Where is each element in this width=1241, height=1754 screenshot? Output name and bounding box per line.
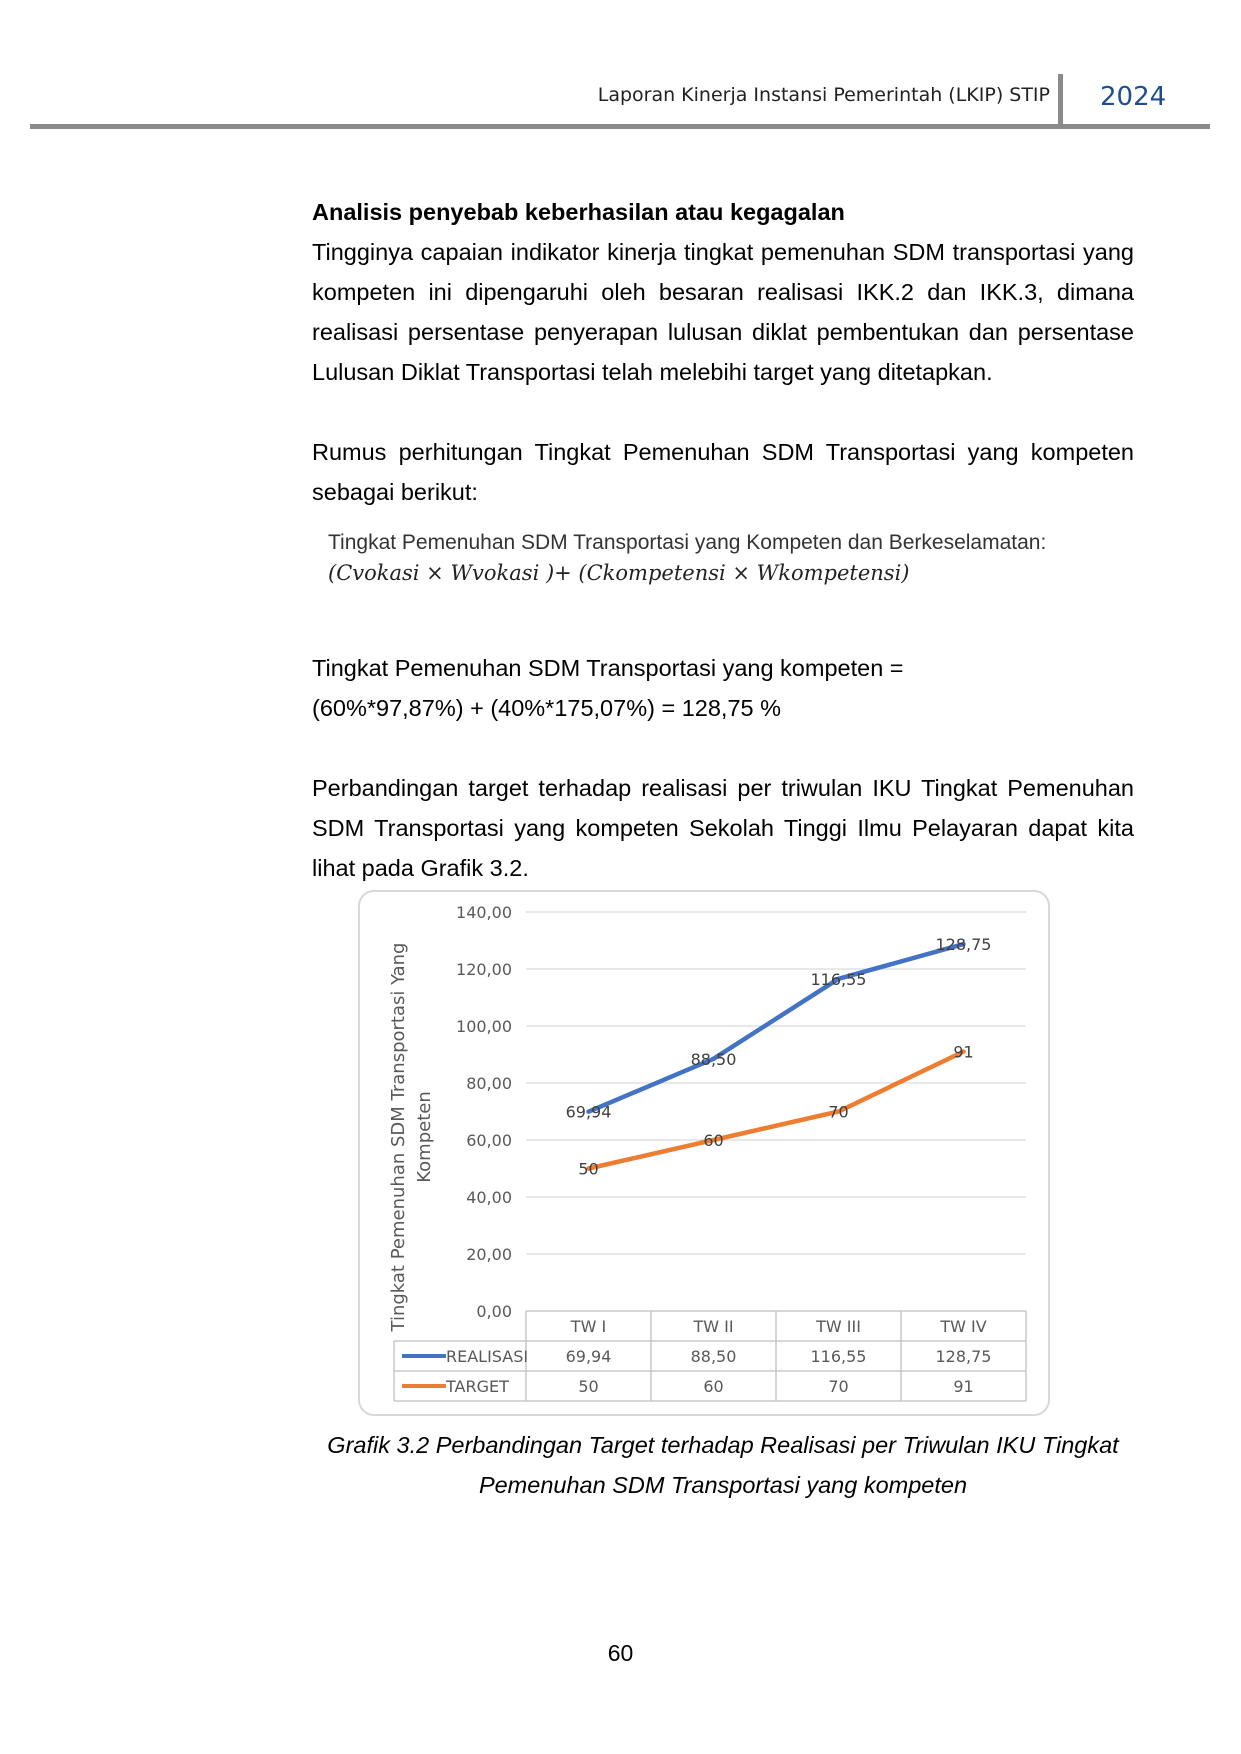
data-table-cell: 70 — [828, 1377, 849, 1396]
y-tick-label: 20,00 — [466, 1245, 512, 1264]
data-table-cell: 91 — [953, 1377, 974, 1396]
document-header-title: Laporan Kinerja Instansi Pemerintah (LKIP) STIP — [597, 84, 1050, 106]
series-line-target — [589, 1049, 964, 1169]
y-tick-label: 60,00 — [466, 1131, 512, 1150]
formula-intro-paragraph: Rumus perhitungan Tingkat Pemenuhan SDM Transportasi yang kompeten sebagai berikut: — [312, 439, 1134, 505]
data-table-cell: 88,50 — [690, 1347, 737, 1366]
legend-label-target: TARGET — [446, 1377, 509, 1396]
data-label-target: 91 — [953, 1042, 974, 1062]
section-heading: Analisis penyebab keberhasilan atau kegagalan — [312, 199, 845, 225]
data-label-target: 50 — [578, 1159, 599, 1179]
header-rule — [30, 124, 1210, 129]
y-tick-label: 0,00 — [476, 1302, 512, 1321]
y-tick-label: 40,00 — [466, 1188, 512, 1207]
y-tick-label: 120,00 — [456, 960, 512, 979]
x-category-label: TW I — [570, 1317, 607, 1336]
formula-expression: (Cvokasi × Wvokasi )+ (Ckompetensi × Wkompetensi) — [328, 561, 910, 585]
data-label-realisasi: 69,94 — [565, 1102, 612, 1122]
data-table-cell: 50 — [578, 1377, 599, 1396]
data-label-realisasi: 128,75 — [935, 935, 992, 955]
chart-container — [358, 890, 1050, 1416]
data-label-realisasi: 88,50 — [690, 1049, 737, 1069]
data-table-cell: 116,55 — [810, 1347, 867, 1366]
line-chart — [360, 892, 1048, 1414]
y-axis-title: Tingkat Pemenuhan SDM Transportasi Yang — [388, 942, 409, 1332]
data-table-cell: 60 — [703, 1377, 724, 1396]
y-tick-label: 80,00 — [466, 1074, 512, 1093]
y-axis-title: Kompeten — [414, 1091, 435, 1183]
data-label-realisasi: 116,55 — [810, 969, 867, 989]
y-tick-label: 100,00 — [456, 1017, 512, 1036]
formula-image — [328, 528, 1128, 588]
page-number: 60 — [607, 1640, 634, 1666]
chart-caption: Grafik 3.2 Perbandingan Target terhadap Realisasi per Triwulan IKU Tingkat Pemenuhan SDM Transportasi yang kompeten — [327, 1432, 1119, 1498]
x-category-label: TW IV — [940, 1317, 987, 1336]
header-separator — [1058, 74, 1063, 128]
data-label-target: 60 — [703, 1131, 724, 1150]
calculation-block — [312, 648, 1134, 728]
legend-label-realisasi: REALISASI — [446, 1347, 529, 1366]
x-category-label: TW II — [693, 1317, 734, 1336]
document-header-year: 2024 — [1100, 82, 1167, 112]
analysis-paragraph: Tingginya capaian indikator kinerja tingkat pemenuhan SDM transportasi yang kompeten ini dipengaruhi oleh besaran realisasi IKK.2 dan IKK.3, dimana realisasi persentase penyerapan lulusan diklat pembentukan dan persentase Lulusan Diklat Transportasi telah melebihi target yang ditetapkan. — [312, 239, 1134, 385]
calculation-line-1: Tingkat Pemenuhan SDM Transportasi yang kompeten = — [312, 655, 904, 681]
calculation-line-2: (60%*97,87%) + (40%*175,07%) = 128,75 % — [312, 695, 782, 721]
y-tick-label: 140,00 — [456, 903, 512, 922]
x-category-label: TW III — [816, 1317, 861, 1336]
data-table-cell: 128,75 — [935, 1347, 992, 1366]
formula-title: Tingkat Pemenuhan SDM Transportasi yang Kompeten dan Berkeselamatan: — [328, 531, 1047, 554]
data-table-cell: 69,94 — [565, 1347, 612, 1366]
comparison-paragraph: Perbandingan target terhadap realisasi per triwulan IKU Tingkat Pemenuhan SDM Transportasi yang kompeten Sekolah Tinggi Ilmu Pelayaran dapat kita lihat pada Grafik 3.2. — [312, 775, 1134, 881]
data-label-target: 70 — [828, 1102, 849, 1122]
